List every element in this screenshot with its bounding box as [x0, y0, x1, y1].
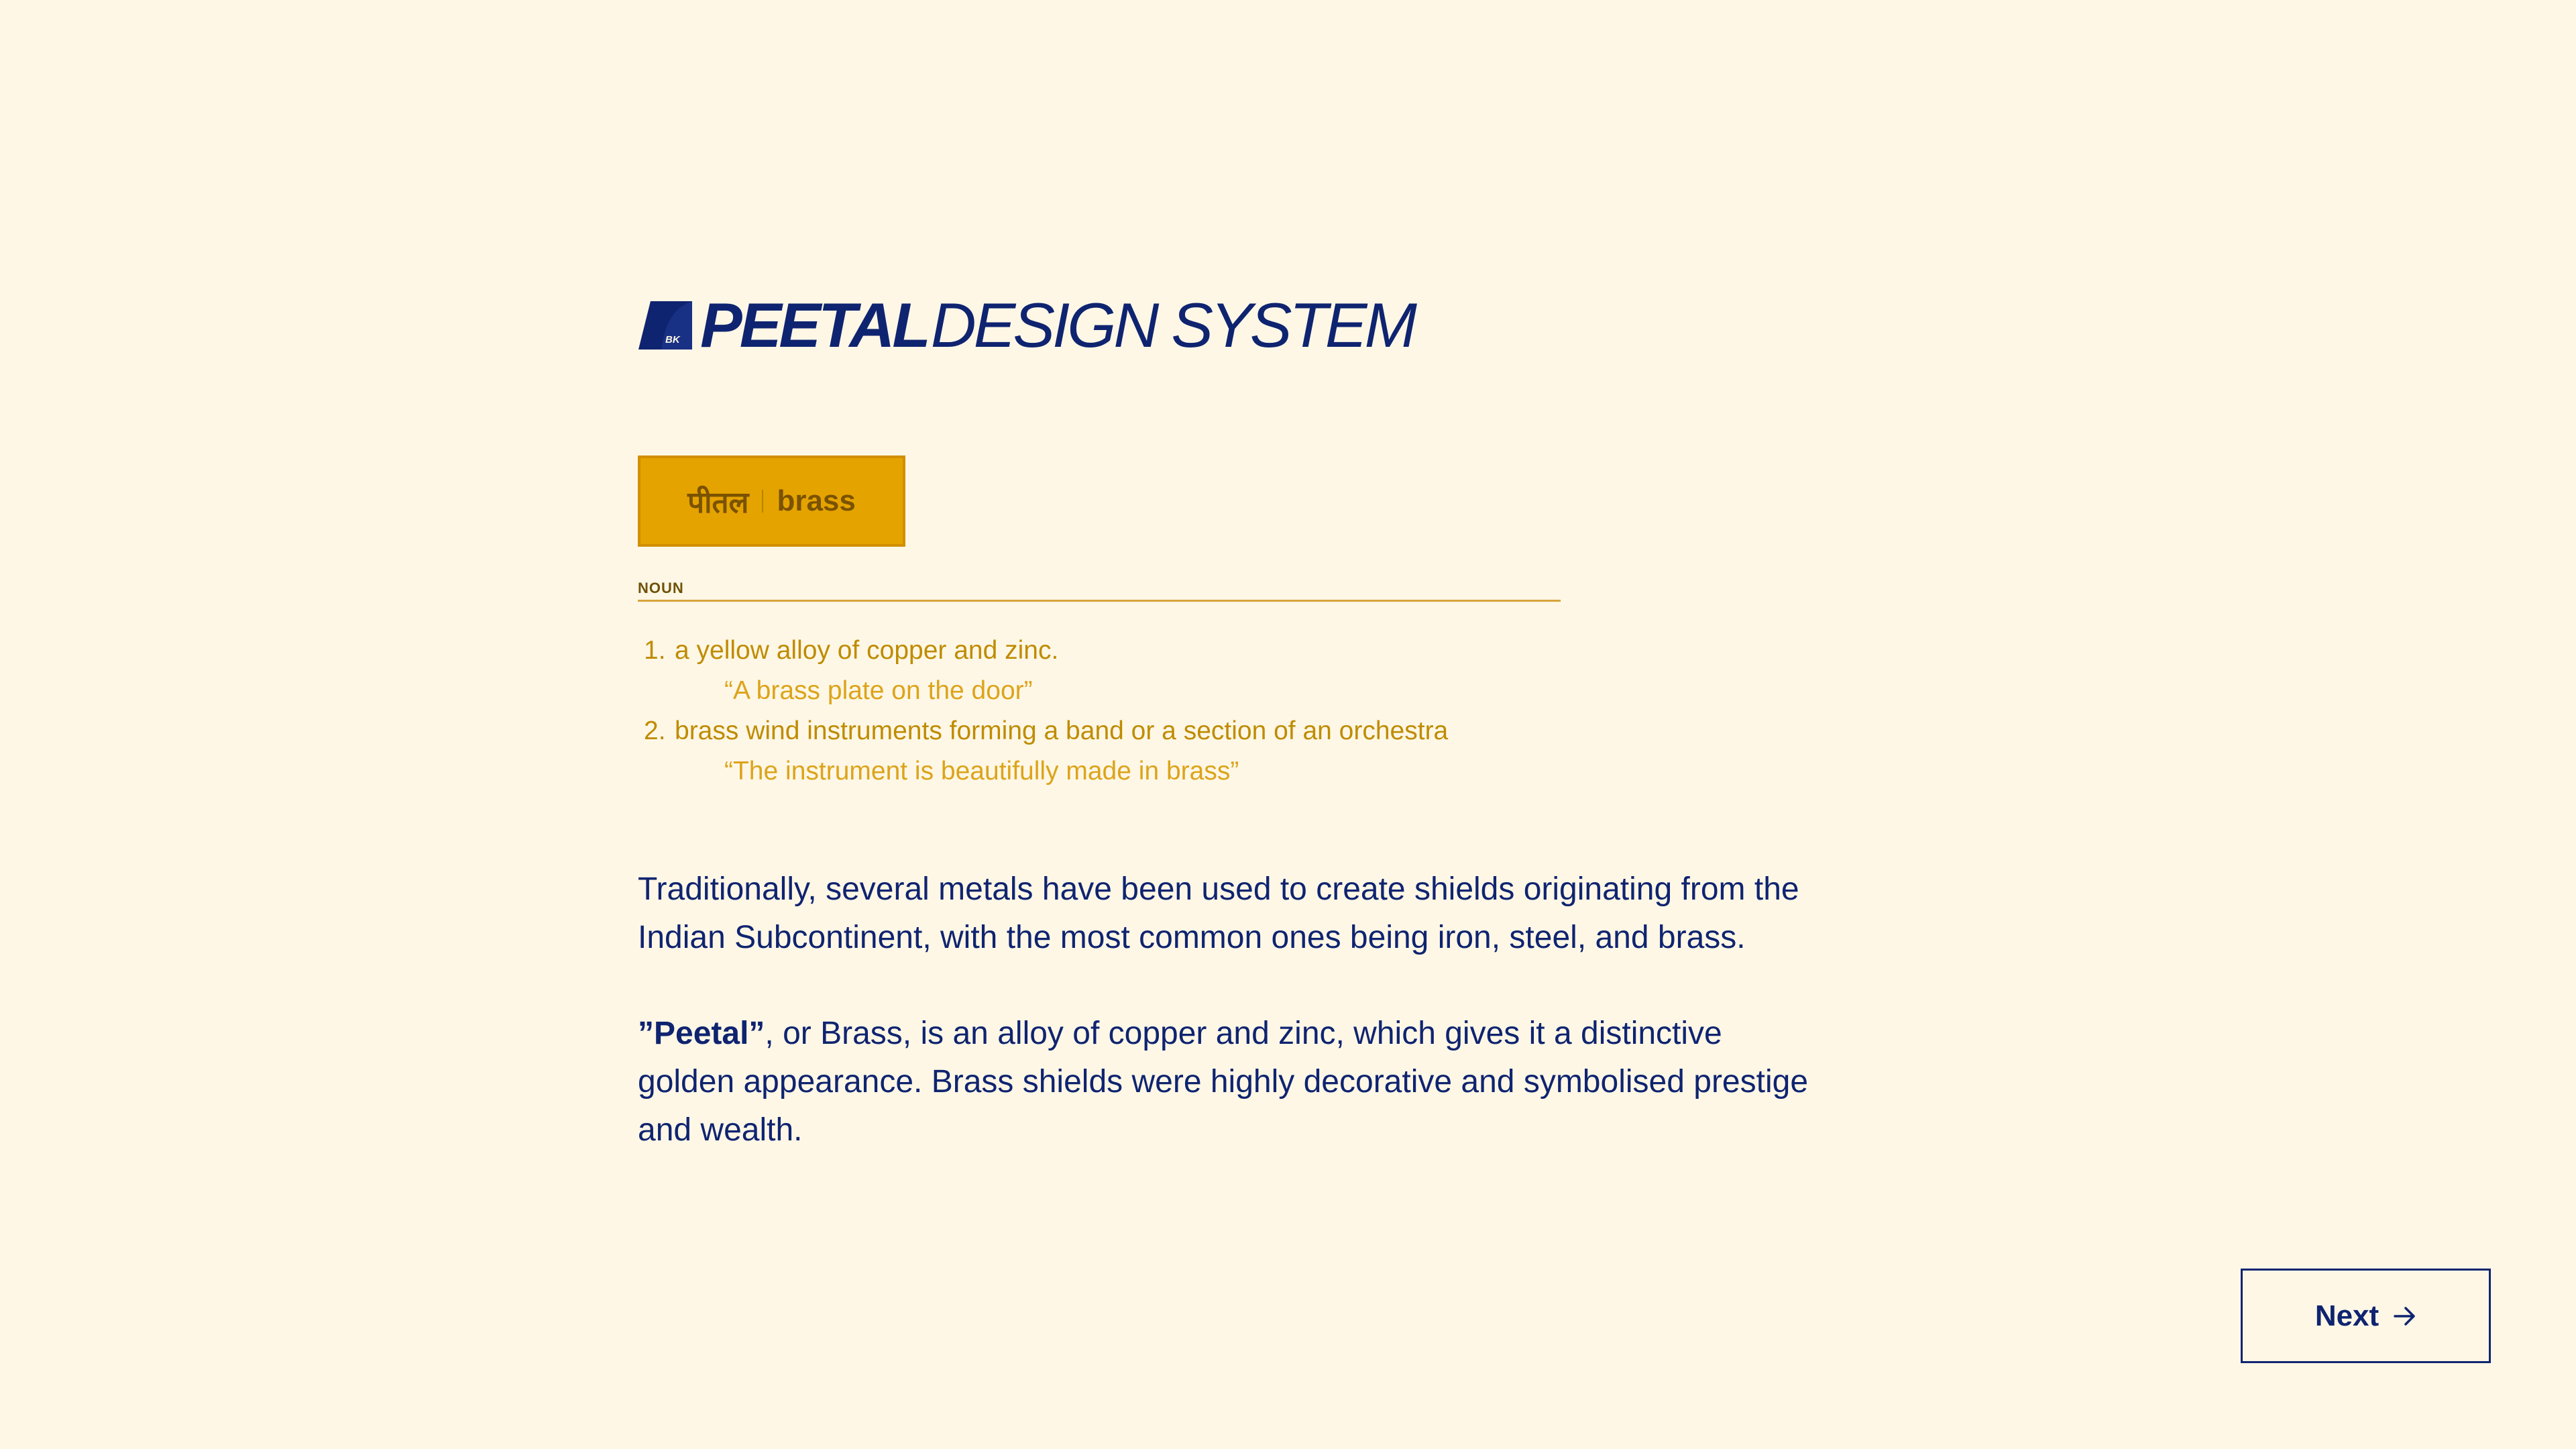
- next-button[interactable]: [2241, 1269, 2491, 1363]
- definition-list: [644, 631, 1596, 792]
- history-paragraph: [638, 865, 1952, 962]
- badge-hindi-word: पीतल: [687, 486, 749, 519]
- brand-logo: [638, 290, 1414, 360]
- paragraph-line: golden appearance. Brass shields were highly decorative and symbolised prestige: [638, 1064, 1809, 1099]
- definition-number: 2.: [644, 716, 666, 745]
- logo-word-light: DESIGN SYSTEM: [930, 290, 1414, 360]
- definition-text: a yellow alloy of copper and zinc.: [675, 636, 1059, 665]
- definition-text: brass wind instruments forming a band or a section of an orchestra: [675, 716, 1449, 745]
- badge-divider: [762, 490, 763, 513]
- next-button-label: Next: [2314, 1299, 2379, 1332]
- part-of-speech-label: NOUN: [638, 580, 1561, 602]
- definition-example: “A brass plate on the door”: [724, 676, 1033, 705]
- peetal-term: ”Peetal”: [638, 1016, 765, 1051]
- logo-word-bold: PEETAL: [700, 290, 928, 360]
- paragraph-line: and wealth.: [638, 1112, 803, 1148]
- definition-example: “The instrument is beautifully made in brass”: [724, 757, 1239, 786]
- paragraph-line: Indian Subcontinent, with the most common ones being iron, steel, and brass.: [638, 920, 1746, 955]
- peetal-paragraph: [638, 1010, 1952, 1155]
- paragraph-line: Traditionally, several metals have been used to create shields originating from the: [638, 871, 1799, 907]
- arrow-right-icon: [2394, 1306, 2416, 1326]
- definition-number: 1.: [644, 636, 666, 665]
- paragraph-line: [638, 1010, 1952, 1058]
- definition-item: [644, 631, 1596, 671]
- badge-english-word: brass: [777, 484, 856, 517]
- paragraph-line-rest: , or Brass, is an alloy of copper and zinc, which gives it a distinctive: [765, 1016, 1722, 1051]
- svg-text:BK: BK: [665, 334, 680, 345]
- shield-mark-icon: [638, 301, 692, 350]
- definition-item: [644, 711, 1596, 751]
- word-badge: [638, 455, 905, 547]
